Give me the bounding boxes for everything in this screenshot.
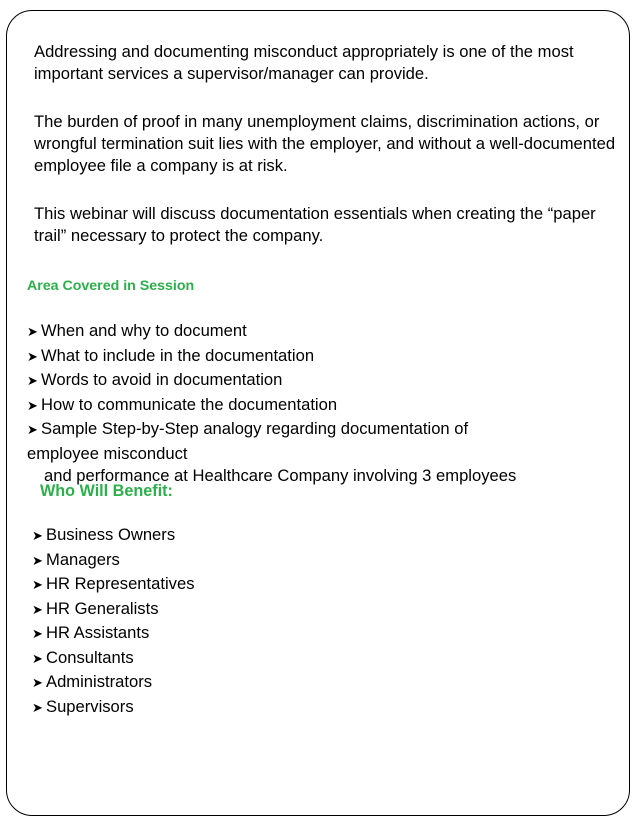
list-item-continuation: employee misconduct — [27, 443, 188, 463]
arrowhead-checkmark-icon: ➤ — [32, 651, 43, 667]
arrowhead-checkmark-icon: ➤ — [32, 553, 43, 569]
arrowhead-checkmark-icon: ➤ — [27, 349, 38, 365]
list-item-text: HR Representatives — [46, 574, 195, 593]
list-item-text: What to include in the documentation — [41, 345, 315, 365]
list-item — [27, 320, 627, 345]
arrowhead-checkmark-icon: ➤ — [32, 700, 43, 716]
arrowhead-checkmark-icon: ➤ — [27, 423, 38, 438]
list-item-text: Sample Step-by-Step analogy regarding documentation of — [41, 419, 469, 438]
area-covered-heading: Area Covered in Session — [27, 278, 195, 294]
arrowhead-checkmark-icon: ➤ — [27, 374, 38, 389]
list-item — [32, 671, 195, 696]
list-item — [32, 647, 195, 672]
list-item — [27, 369, 627, 394]
area-covered-list — [27, 320, 627, 488]
list-item — [32, 598, 195, 623]
list-item-text: When and why to document — [41, 321, 247, 340]
list-item-text: Managers — [46, 549, 120, 569]
intro-paragraph-2: The burden of proof in many unemployment claims, discrimination actions, or wrongful termination suit lies with the employer, and without a well-documented employee file a company is at risk. — [34, 112, 616, 175]
arrowhead-checkmark-icon: ➤ — [27, 398, 38, 414]
list-item-text: Business Owners — [46, 525, 176, 544]
list-item-text: How to communicate the documentation — [41, 394, 338, 414]
arrowhead-checkmark-icon: ➤ — [32, 627, 43, 642]
list-item-text: Words to avoid in documentation — [41, 370, 283, 389]
list-item — [27, 394, 627, 419]
list-item-text: Administrators — [46, 672, 153, 691]
arrowhead-checkmark-icon: ➤ — [27, 325, 38, 340]
list-item — [32, 696, 195, 721]
list-item-text: Supervisors — [46, 696, 134, 716]
list-item — [27, 418, 627, 488]
arrowhead-checkmark-icon: ➤ — [32, 602, 43, 618]
list-item-text: HR Assistants — [46, 623, 150, 642]
list-item-continuation-indented: and performance at Healthcare Company involving 3 employees — [44, 466, 517, 485]
list-item-text: HR Generalists — [46, 598, 159, 618]
list-item-text: Consultants — [46, 647, 134, 667]
list-item — [27, 345, 627, 370]
list-item — [32, 549, 195, 574]
list-item — [32, 622, 195, 647]
intro-paragraph-1: Addressing and documenting misconduct appropriately is one of the most important services a supervisor/manager can provide. — [34, 42, 574, 83]
intro-paragraph-3: This webinar will discuss documentation essentials when creating the “paper trail” necessary to protect the company. — [34, 204, 596, 245]
arrowhead-checkmark-icon: ➤ — [32, 578, 43, 593]
list-item — [32, 524, 195, 549]
who-will-benefit-heading: Who Will Benefit: — [40, 482, 173, 500]
arrowhead-checkmark-icon: ➤ — [32, 676, 43, 691]
list-item — [32, 573, 195, 598]
who-will-benefit-list — [32, 524, 195, 720]
arrowhead-checkmark-icon: ➤ — [32, 529, 43, 544]
